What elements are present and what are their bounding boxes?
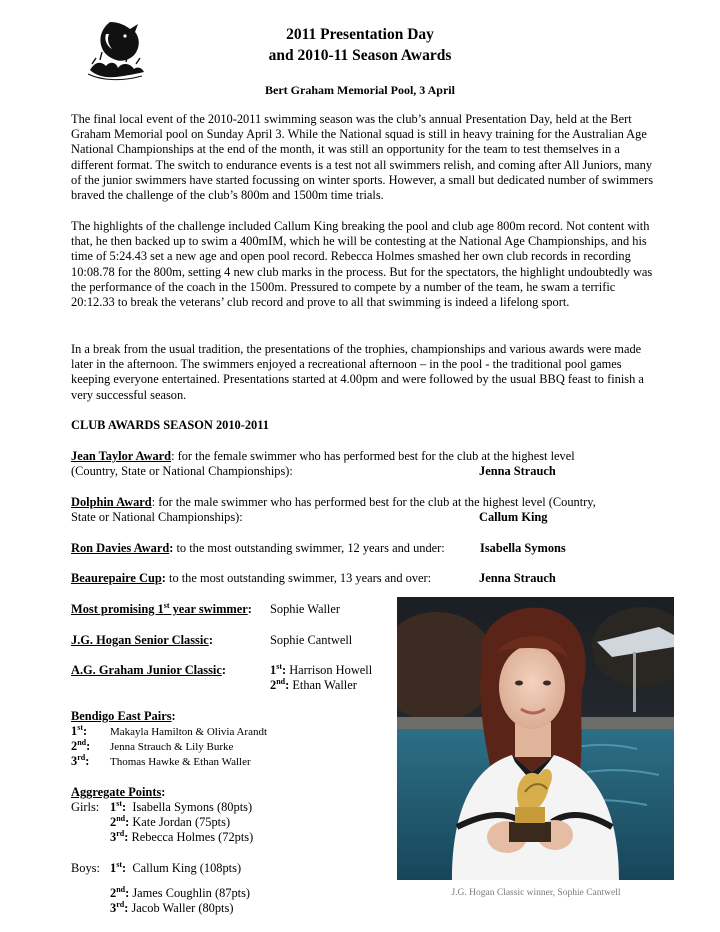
aggregate-heading-text: Aggregate Points: [71, 785, 162, 799]
winner-photo: [397, 597, 674, 880]
ordinal-sup: rd: [116, 829, 125, 838]
boys-place-1: [110, 861, 241, 876]
award-colon: :: [169, 541, 174, 555]
ordinal-number: 1: [270, 663, 277, 677]
award-name: J.G. Hogan Senior Classic: [71, 633, 209, 647]
award-winner: Jenna Strauch: [479, 571, 556, 585]
paragraph-3: In a break from the usual tradition, the presentations of the trophies, championships and various awards were made later in the afternoon. The swimmers enjoyed a recreational afternoon – in the pool - the traditional pool games keeping everyone entertained. Presentations started at 4.00pm and were followed by the usual BBQ feast to finish a very successful season.: [71, 342, 644, 402]
award-name: [71, 602, 248, 616]
pairs-row-1: [71, 724, 371, 739]
ordinal-sup: rd: [77, 753, 86, 762]
award-senior-classic: [71, 633, 391, 648]
award-colon: :: [247, 602, 252, 616]
ordinal-number: 1: [110, 861, 117, 875]
girls-label: Girls:: [71, 800, 100, 814]
aggregate-entry: Isabella Symons (80pts): [126, 800, 253, 814]
pair-names: Thomas Hawke & Ethan Waller: [110, 756, 251, 768]
ordinal-sup: rd: [116, 900, 125, 909]
award-colon: :: [161, 571, 166, 585]
award-most-promising: [71, 602, 391, 617]
award-desc: : for the female swimmer who has performed best for the club at the highest level: [171, 449, 575, 463]
ordinal-number: 1: [110, 800, 117, 814]
award-name: Beaurepaire Cup: [71, 571, 162, 585]
ordinal-colon: :: [285, 678, 290, 692]
ordinal-number: 2: [270, 678, 277, 692]
ordinal-number: 2: [110, 886, 117, 900]
award-dolphin: [71, 495, 596, 510]
aggregate-heading: [71, 785, 165, 800]
paragraph-1: The final local event of the 2010-2011 swimming season was the club’s annual Presentation Day, held at the Bert Graham Memorial pool on Sunday April 3. While the National squad is still in heavy training for the Australian Age National Championships at the end of the month, it was still an opportunity for the team to test themselves in a different format. The switch to endurance events is a test not all swimmers relish, and coming after All Juniors, many of the junior swimmers have started focussing on winter sports. However, a small but dedicated number of swimmers braved the challenge of the club’s 800m and 1500m time trials.: [71, 112, 654, 203]
ordinal-colon: :: [85, 754, 90, 768]
ordinal-number: 2: [71, 739, 78, 753]
aggregate-entry: Jacob Waller (80pts): [128, 901, 234, 915]
pair-names: Jenna Strauch & Lily Burke: [110, 741, 234, 753]
ordinal-colon: :: [125, 815, 130, 829]
award-winner: Harrison Howell: [286, 663, 373, 677]
title-line-2: and 2010-11 Season Awards: [268, 47, 452, 64]
ordinal-number: 3: [71, 754, 78, 768]
award-beaurepaire: [71, 571, 661, 586]
award-junior-classic: [71, 663, 391, 678]
pairs-row-2: [71, 739, 371, 754]
award-colon: :: [221, 663, 227, 677]
award-desc: to the most outstanding swimmer, 13 years and over:: [165, 571, 432, 585]
swimmer-with-trophy-icon: [397, 597, 674, 880]
ordinal-sup: st: [116, 860, 122, 869]
award-name-b: year swimmer: [169, 602, 248, 616]
ordinal-colon: :: [121, 861, 127, 875]
award-name: Ron Davies Award: [71, 541, 170, 555]
award-place-1: [270, 663, 372, 678]
ordinal-colon: :: [124, 901, 129, 915]
award-desc: : for the male swimmer who has performed best for the club at the highest level (Country,: [151, 495, 596, 509]
girls-place-3: [110, 830, 253, 845]
award-desc: (Country, State or National Championships):: [71, 464, 293, 478]
award-colon: :: [208, 633, 213, 647]
award-winner: Sophie Waller: [270, 602, 341, 616]
award-dolphin-line2: [71, 510, 661, 525]
pair-names: Makayla Hamilton & Olivia Arandt: [110, 726, 268, 738]
award-name: Dolphin Award: [71, 495, 152, 509]
pairs-row-3: [71, 754, 371, 769]
award-desc: to the most outstanding swimmer, 12 years and under:: [173, 541, 445, 555]
awards-heading: CLUB AWARDS SEASON 2010-2011: [71, 418, 269, 432]
award-winner: Jenna Strauch: [479, 464, 556, 478]
aggregate-entry: Rebecca Holmes (72pts): [128, 830, 254, 844]
award-desc: State or National Championships):: [71, 510, 243, 524]
photo-caption: J.G. Hogan Classic winner, Sophie Cantwell: [451, 888, 621, 898]
award-winner: Sophie Cantwell: [270, 633, 353, 647]
ordinal-colon: :: [82, 724, 88, 738]
subtitle: Bert Graham Memorial Pool, 3 April: [265, 83, 455, 97]
pairs-heading: [71, 709, 176, 724]
ordinal-colon: :: [125, 886, 130, 900]
ordinal-number: 3: [110, 830, 117, 844]
paragraph-2: The highlights of the challenge included Callum King breaking the pool and club age 800m record. Not content with that, he then backed up to swim a 400mIM, which he will be contesting at the National Age Championships, and his time of 5:24.43 set a new age and open pool record. Rebecca Holmes smashed her own club records in recording 10:08.78 for the 800m, setting 4 new club marks in the process. But for the spectators, the highlight undoubtedly was the performance of the coach in the 1500m. Pressured to compete by a number of the team, he swam a terrific 20:12.33 to break the veterans’ club record and prove to all that swimming is indeed a lifelong sport.: [71, 219, 653, 310]
award-ron-davies: [71, 541, 661, 556]
pairs-colon: :: [171, 709, 176, 723]
award-winner: Ethan Waller: [289, 678, 357, 692]
aggregate-colon: :: [161, 785, 166, 799]
award-name: Jean Taylor Award: [71, 449, 172, 463]
ordinal-sup: nd: [276, 677, 286, 686]
aggregate-entry: Kate Jordan (75pts): [129, 815, 231, 829]
aggregate-entry: James Coughlin (87pts): [129, 886, 251, 900]
ordinal-colon: :: [124, 830, 129, 844]
ordinal-colon: :: [281, 663, 287, 677]
ordinal-sup: nd: [116, 885, 126, 894]
ordinal-number: 1: [71, 724, 78, 738]
ordinal-sup: nd: [116, 814, 126, 823]
ordinal-colon: :: [121, 800, 127, 814]
girls-place-2: [110, 815, 230, 830]
ordinal-number: 2: [110, 815, 117, 829]
ordinal-sup: st: [116, 799, 122, 808]
ordinal-sup: st: [77, 723, 83, 732]
award-name-a: Most promising 1: [71, 602, 164, 616]
ordinal-number: 3: [110, 901, 117, 915]
award-jean-taylor: [71, 449, 575, 464]
boys-place-3: [110, 901, 233, 916]
award-winner: Callum King: [479, 510, 548, 524]
pairs-heading-text: Bendigo East Pairs: [71, 709, 172, 723]
girls-place-1: [110, 800, 252, 815]
boys-place-2: [110, 886, 250, 901]
award-name: A.G. Graham Junior Classic: [71, 663, 222, 677]
ordinal-sup: st: [163, 601, 170, 610]
award-jean-taylor-line2: [71, 464, 661, 479]
ordinal-sup: nd: [77, 738, 87, 747]
boys-label: Boys:: [71, 861, 100, 875]
title-line-1: 2011 Presentation Day: [286, 26, 434, 43]
award-winner: Isabella Symons: [480, 541, 566, 555]
award-place-2: [270, 678, 357, 693]
ordinal-colon: :: [86, 739, 91, 753]
ordinal-sup: st: [276, 662, 282, 671]
aggregate-entry: Callum King (108pts): [126, 861, 242, 875]
